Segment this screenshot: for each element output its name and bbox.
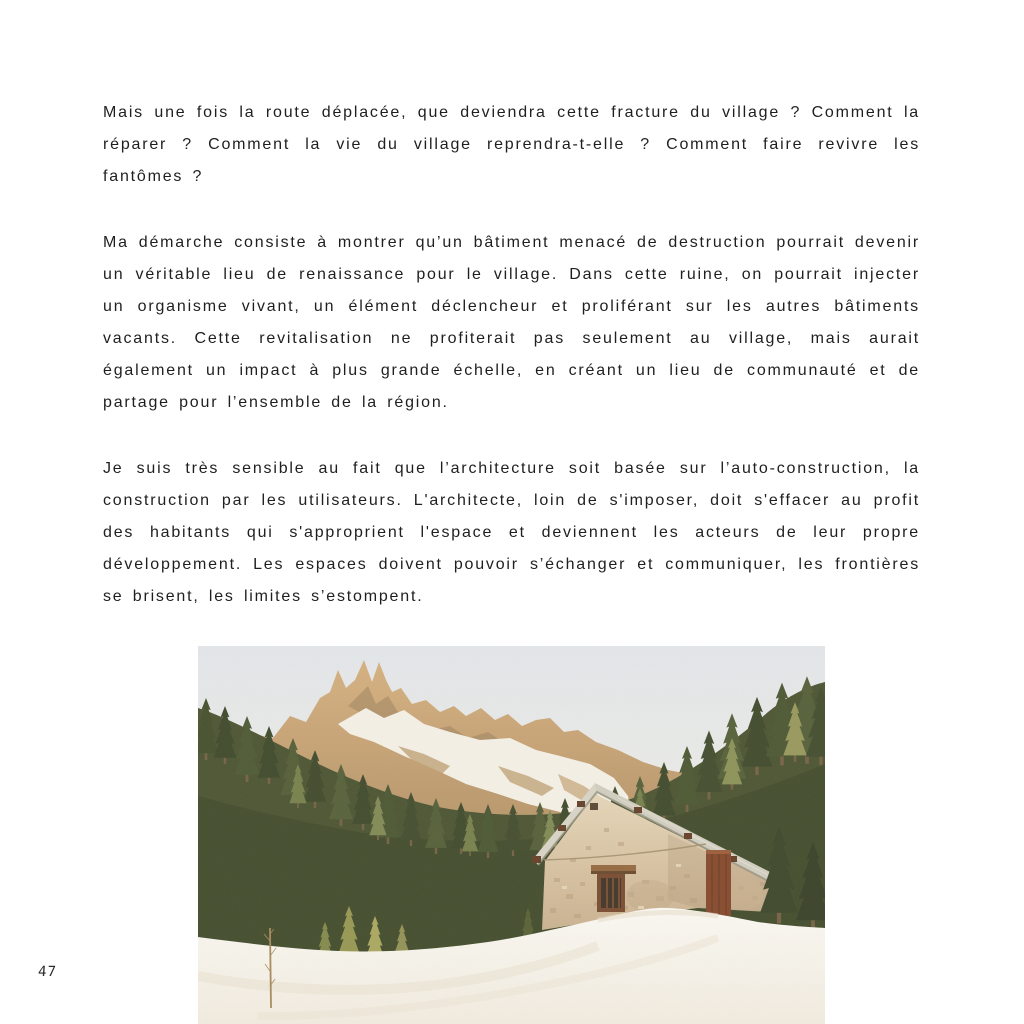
- paragraph-1: Mais une fois la route déplacée, que deviendra cette fracture du village ? Comment la réparer ? Comment la vie du village reprendra-t-elle ? Comment faire revivre les fantômes ?: [103, 104, 920, 185]
- page-number: 47: [37, 964, 58, 980]
- paragraph-3: Je suis très sensible au fait que l’architecture soit basée sur l’auto-construction, la construction par les utilisateurs. L'architecte, loin de s'imposer, doit s'effacer au profit des habitants qui s'approprient l'espace et deviennent les acteurs de leur propre développement. Les espaces doivent pouvoir s’échanger et communiquer, les frontières se brisent, les limites s’estompent.: [103, 460, 920, 605]
- paragraph-2: Ma démarche consiste à montrer qu’un bâtiment menacé de destruction pourrait devenir un véritable lieu de renaissance pour le village. Dans cette ruine, on pourrait injecter un organisme vivant, un élément déclencheur et proliférant sur les autres bâtiments vacants. Cette revitalisation ne profiterait pas seulement au village, mais aurait également un impact à plus grande échelle, en créant un lieu de communauté et de partage pour l’ensemble de la région.: [103, 234, 920, 411]
- photo-cabin-mountain: [198, 646, 825, 1024]
- body-text: [103, 97, 920, 613]
